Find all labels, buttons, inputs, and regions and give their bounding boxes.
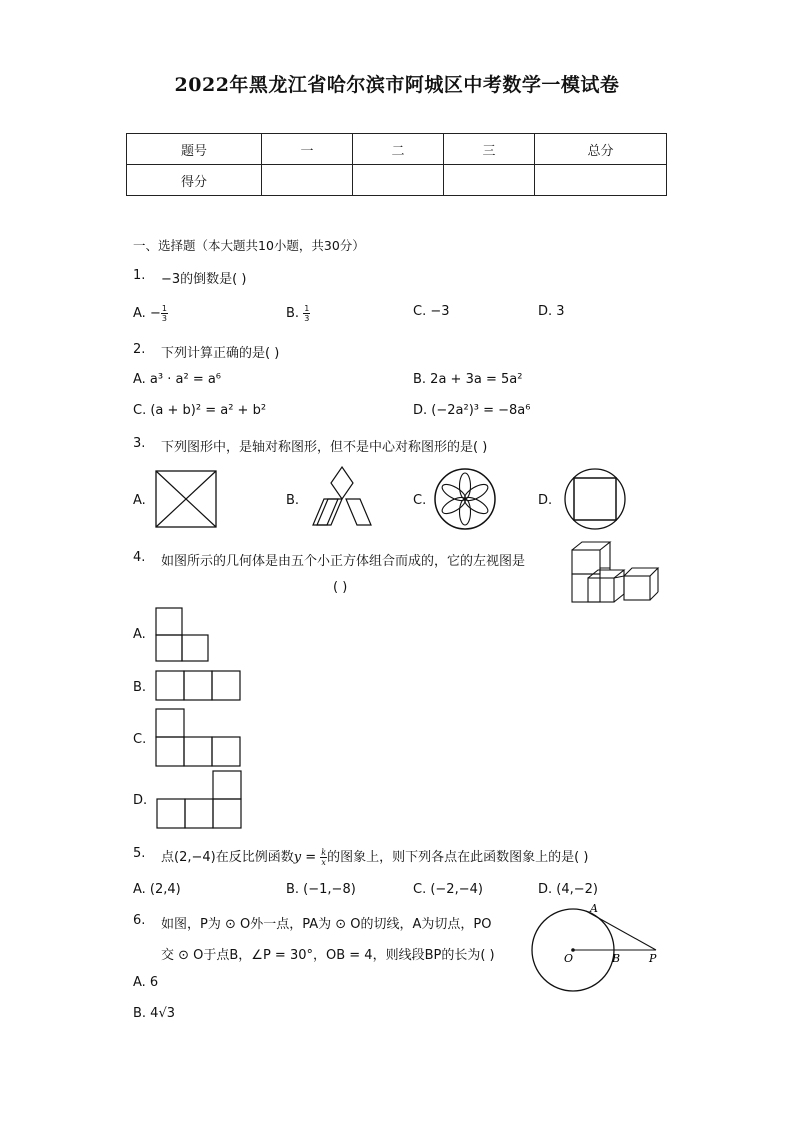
question-text: −3的倒数是( ) [161,272,247,287]
point-label-o: O [564,952,574,965]
option-label-a[interactable]: A. [133,493,146,508]
option-label-a[interactable]: A. [133,627,146,642]
option-b[interactable] [286,304,310,323]
circle-square-figure[interactable] [563,468,627,530]
option-c-view[interactable] [155,708,243,768]
numerator: 1 [161,304,167,313]
option-a[interactable]: A. (2,4) [133,882,181,897]
option-a-view[interactable] [155,607,211,663]
option-label-b[interactable]: B. [133,680,147,695]
page-title: 2022年黑龙江省哈尔滨市阿城区中考数学一模试卷 [174,74,620,96]
question-text: 下列计算正确的是( ) [161,346,280,361]
point-label-a: A [590,902,598,915]
table-cell: 一 [262,134,353,165]
option-a[interactable]: A. a³ · a² = a⁶ [133,372,222,387]
score-input-cell[interactable] [444,165,535,196]
question-number: 6. [133,913,146,928]
denominator: x [321,858,326,867]
variable-y: y [293,850,302,865]
question-text-line1: 如图，P为 ⊙ O外一点，PA为 ⊙ O的切线，A为切点，PO [161,917,492,932]
question-number: 4. [133,550,146,565]
option-d[interactable]: D. 3 [538,304,565,319]
score-input-cell[interactable] [353,165,444,196]
score-table-header-row [127,134,667,165]
option-d[interactable]: D. (−2a²)³ = −8a⁶ [413,403,531,418]
option-label-c[interactable]: C. [133,732,147,747]
question-number: 3. [133,436,146,451]
option-a[interactable]: A. 6 [133,975,159,990]
table-cell: 总分 [535,134,667,165]
option-label: A. [133,306,146,321]
denominator: 3 [161,314,167,323]
option-b[interactable]: B. 2a + 3a = 5a² [413,372,523,387]
option-label-d[interactable]: D. [133,793,148,808]
option-label: B. [286,306,300,321]
score-input-cell[interactable] [535,165,667,196]
option-d[interactable]: D. (4,−2) [538,882,598,897]
option-a[interactable] [133,304,168,323]
question-text-line2: 交 ⊙ O于点B，∠P = 30°，OB = 4，则线段BP的长为( ) [161,948,495,963]
three-rhombus-figure[interactable] [304,465,380,529]
option-d-view[interactable] [155,770,245,830]
answer-paren: ( ) [333,580,348,595]
minus-sign: − [149,306,161,321]
table-cell: 二 [353,134,444,165]
score-table-score-row [127,165,667,196]
question-number: 2. [133,342,146,357]
question-number: 5. [133,846,146,861]
fraction [303,304,310,323]
denominator: 3 [304,314,310,323]
option-b-view[interactable] [155,670,243,702]
option-b[interactable]: B. 4√3 [133,1006,176,1021]
flower-circle-figure[interactable] [433,467,497,531]
table-cell: 题号 [127,134,262,165]
option-c[interactable]: C. (−2,−4) [413,882,483,897]
option-c[interactable]: C. (a + b)² = a² + b² [133,403,267,418]
circle-tangent-figure [528,900,663,995]
option-label-d[interactable]: D. [538,493,553,508]
section-heading: 一、选择题（本大题共10小题，共30分） [133,238,365,253]
numerator: 1 [304,304,310,313]
numerator: k [321,848,327,857]
fraction [161,304,168,323]
question-text [161,846,588,867]
question-number: 1. [133,268,146,283]
question-text-part: 的图象上，则下列各点在此函数图象上的是( ) [327,850,589,865]
equals: = [301,850,321,865]
score-input-cell[interactable] [262,165,353,196]
question-text: 如图所示的几何体是由五个小正方体组合而成的，它的左视图是 [161,554,526,569]
table-cell: 得分 [127,165,262,196]
point-label-p: P [649,952,657,965]
option-label-c[interactable]: C. [413,493,427,508]
question-text: 下列图形中，是轴对称图形，但不是中心对称图形的是( ) [161,440,488,455]
square-diagonals-figure[interactable] [155,470,217,528]
option-b[interactable]: B. (−1,−8) [286,882,356,897]
question-text-part: 点(2,−4)在反比例函数 [161,850,294,865]
cube-solid-figure [570,540,662,606]
option-label-b[interactable]: B. [286,493,300,508]
score-table [126,133,667,196]
point-label-b: B [612,952,621,965]
table-cell: 三 [444,134,535,165]
option-c[interactable]: C. −3 [413,304,450,319]
